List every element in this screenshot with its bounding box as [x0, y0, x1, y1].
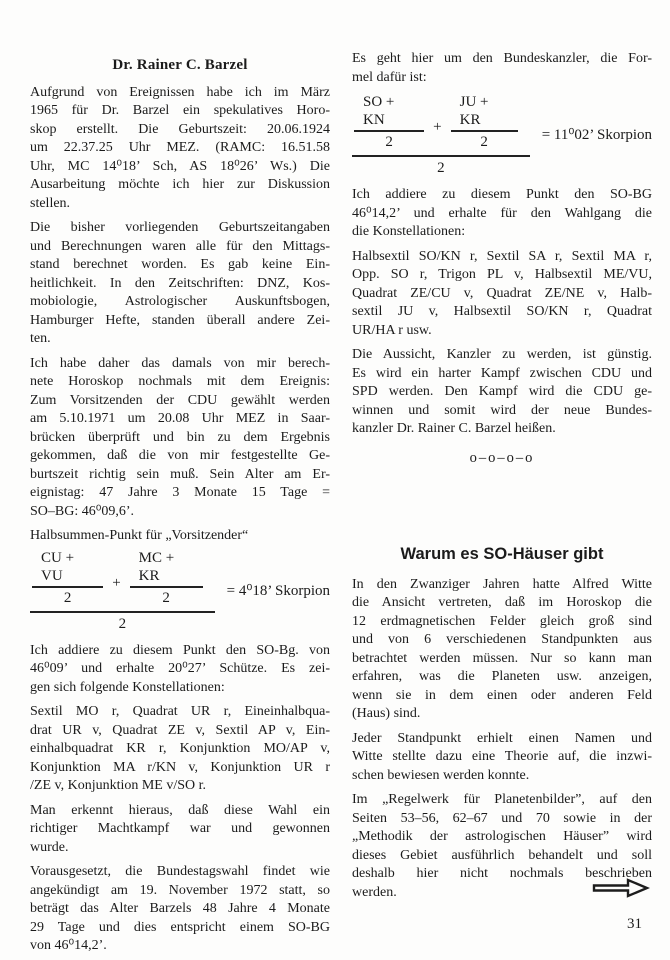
- kanzler-formula: [352, 93, 652, 177]
- halfsum-formula: [30, 549, 330, 633]
- text-line: drat UR v, Quadrat ZE v, Sextil AP v, Ein-: [30, 722, 330, 738]
- fraction-numerator: MC + KR: [130, 549, 203, 588]
- fraction-denominator: 2: [480, 134, 488, 150]
- right-column: [352, 50, 652, 908]
- paragraph: [352, 346, 652, 439]
- text-line: Halbsextil SO/KN r, Sextil SA r, Sextil MA r,: [352, 248, 652, 264]
- outer-denominator: 2: [437, 160, 445, 176]
- fraction-numerator: SO + KN: [354, 93, 424, 132]
- text-line: wenn sie in dem einen oder anderen Feld: [352, 687, 652, 703]
- paragraph: [352, 791, 652, 902]
- paragraph: [30, 703, 330, 796]
- page-number: 31: [627, 916, 642, 932]
- text-line: betrachtet werden müssen. Nur so kann man: [352, 650, 652, 666]
- text-line: und Berechnungen waren alle für den Mittags-: [30, 238, 330, 254]
- paragraph: [352, 730, 652, 786]
- text-line: dieses Gebiet ausführlich behandelt und soll: [352, 847, 652, 863]
- formula-big-fraction: [30, 549, 215, 633]
- paragraph: [352, 186, 652, 242]
- paragraph: [30, 863, 330, 956]
- text-line: Die bisher vorliegenden Geburtszeitangaben: [30, 220, 330, 235]
- text-line: die Ansicht vertreten, daß im Horoskop die: [352, 595, 652, 610]
- text-line: gen sich folgende Konstellationen:: [30, 679, 225, 695]
- text-line: Im „Regelwerk für Planetenbilder”, auf den: [352, 792, 652, 807]
- text-line: mobiologie, Astrologischer Auskunftsbogen,: [30, 294, 330, 309]
- fraction-denominator: 2: [162, 589, 170, 606]
- text-line: Es wird ein harter Kampf zwischen CDU und: [352, 365, 652, 381]
- text-line: SPD werden. Den Kampf wird die CDU ge-: [352, 384, 652, 399]
- text-line: einhalbquadrat KR r, Konjunktion MO/AP v,: [30, 741, 330, 756]
- text-line: Es geht hier um den Bundeskanzler, die For-: [352, 51, 652, 66]
- left-column: [30, 56, 330, 960]
- text-line: /ZE v, Konjunktion ME v/SO r.: [30, 778, 207, 793]
- paragraph: [30, 219, 330, 349]
- fraction-denominator: 2: [63, 589, 72, 606]
- halbsummen-label: Halbsummen-Punkt für „Vorsitzender“: [30, 528, 249, 543]
- section-separator: o–o–o–o: [469, 449, 535, 466]
- paragraph: [30, 355, 330, 522]
- text-line: werden.: [352, 884, 397, 900]
- text-line: brücken überprüft und bin zu dem Ergebnis: [30, 429, 330, 445]
- formula-fraction-1: [354, 93, 424, 151]
- fraction-numerator: JU + KR: [451, 93, 518, 132]
- text-line: SO–BG: 46⁰09,6’.: [30, 503, 135, 519]
- text-line: Zum Vorsitzenden der CDU gewählt werden: [30, 392, 330, 408]
- text-line: Man erkennt hieraus, daß diese Wahl ein: [30, 802, 330, 818]
- text-line: Jeder Standpunkt erhielt einen Namen und: [352, 730, 652, 746]
- text-line: deshalb hier nicht nochmals beschrieben: [352, 866, 652, 881]
- text-line: Uhr, MC 14⁰18’ Sch, AS 18⁰26’ Ws.) Die: [30, 158, 330, 174]
- text-line: wurde.: [30, 839, 69, 855]
- text-line: 1965 für Dr. Barzel ein spekulatives Horo-: [30, 103, 330, 118]
- text-line: burtszeit richtig sein muß. Sein Alter am Er-: [30, 466, 330, 482]
- plus-sign: +: [433, 119, 442, 135]
- text-line: 12 erdmagnetischen Felder gleich groß sind: [352, 613, 652, 629]
- text-line: angekündigt am 19. November 1972 statt, so: [30, 882, 330, 898]
- text-line: skop erstellt. Die Geburtszeit: 20.06.1924: [30, 121, 330, 137]
- text-line: „Methodik der astrologischen Häuser” wird: [352, 829, 652, 844]
- text-line: Ich addiere zu diesem Punkt den SO-Bg. von: [30, 642, 330, 658]
- text-line: Hamburger Hefte, standen überall andere Zei-: [30, 312, 330, 328]
- text-line: Die Aussicht, Kanzler zu werden, ist günstig.: [352, 347, 652, 362]
- paragraph: [30, 84, 330, 214]
- paragraph: [352, 248, 652, 341]
- text-line: mel dafür ist:: [352, 69, 427, 85]
- article-title: Dr. Rainer C. Barzel: [112, 57, 248, 73]
- plus-sign: +: [112, 574, 121, 591]
- paragraph: [352, 576, 652, 724]
- text-line: Konjunktion MA r/KN v, Konjunktion UR r: [30, 759, 330, 775]
- formula-numerator-row: [352, 93, 530, 157]
- text-line: am 5.10.1971 um 20.08 Uhr MEZ in Saar-: [30, 411, 330, 426]
- text-line: und von 6 verschiedenen Standpunkten aus: [352, 632, 652, 647]
- paragraph: [352, 50, 652, 87]
- text-line: heitlichkeit. In den Zeitschriften: DNZ, Kos-: [30, 275, 330, 291]
- text-line: gekommen, daß die von mir festgestellte Ge-: [30, 448, 330, 463]
- formula-result: = 4⁰18’ Skorpion: [226, 582, 330, 599]
- text-line: Witte stellte dazu eine Theorie auf, die inzwi-: [352, 749, 652, 764]
- fraction-denominator: 2: [385, 134, 393, 150]
- text-line: beträgt das Alter Barzels 48 Jahre 4 Monate: [30, 901, 330, 916]
- text-line: Ich habe daher das damals von mir berech-: [30, 355, 330, 371]
- text-line: Vorausgesetzt, die Bundestagswahl findet wie: [30, 864, 330, 879]
- text-line: 46⁰09’ und erhalte 20⁰27’ Schütze. Es zei-: [30, 661, 330, 676]
- text-line: Quadrat ZE/CU v, Quadrat ZE/NE v, Halb-: [352, 285, 652, 301]
- text-line: sextil JU v, Halbsextil SO/KN r, Quadrat: [352, 304, 652, 319]
- outer-denominator: 2: [118, 615, 127, 632]
- text-line: erfahren, was die Planeten usw. anzeigen,: [352, 669, 652, 684]
- text-line: Aufgrund von Ereignissen habe ich im März: [30, 84, 330, 100]
- text-line: nete Horoskop nochmals mit dem Ereignis:: [30, 374, 330, 389]
- text-line: eignistag: 47 Jahre 3 Monate 15 Tage =: [30, 485, 330, 500]
- text-line: 29 Tage und dies entspricht einem SO-BG: [30, 919, 330, 935]
- fraction-numerator: CU + VU: [32, 549, 103, 588]
- text-line: die Konstellationen:: [352, 224, 466, 239]
- text-line: winnen und somit wird der neue Bundes-: [352, 402, 652, 418]
- paragraph: [30, 802, 330, 858]
- text-line: um 22.37.25 Uhr MEZ. (RAMC: 16.51.58: [30, 140, 330, 155]
- text-line: Ausarbeitung möchte ich hier zur Diskussion: [30, 177, 330, 192]
- formula-numerator-row: [30, 549, 215, 613]
- text-line: stand berechnet worden. Es gab keine Ein-: [30, 257, 330, 272]
- formula-fraction-1: [32, 549, 103, 607]
- text-line: Ich addiere zu diesem Punkt den SO-BG: [352, 187, 652, 202]
- text-line: Seiten 53–56, 62–67 und 70 sowie in der: [352, 810, 652, 826]
- formula-result: = 11⁰02’ Skorpion: [541, 127, 652, 143]
- text-line: ten.: [30, 331, 51, 346]
- text-line: 46⁰14,2’ und erhalte für den Wahlgang die: [352, 205, 652, 221]
- text-line: Opp. SO r, Trigon PL v, Halbsextil ME/VU,: [352, 267, 652, 282]
- text-line: UR/HA r usw.: [352, 322, 432, 338]
- formula-fraction-2: [451, 93, 518, 151]
- formula-fraction-2: [130, 549, 203, 607]
- text-line: kanzler Dr. Rainer C. Barzel heißen.: [352, 421, 556, 436]
- text-line: stellen.: [30, 195, 71, 211]
- text-line: In den Zwanziger Jahren hatte Alfred Witte: [352, 576, 652, 592]
- text-line: Sextil MO r, Quadrat UR r, Eineinhalbqua-: [30, 704, 330, 719]
- continue-right-arrow-icon: [592, 877, 650, 899]
- text-line: (Haus) sind.: [352, 706, 421, 721]
- paragraph: [30, 642, 330, 698]
- text-line: schen bewiesen werden konnte.: [352, 767, 530, 783]
- text-line: von 46⁰14,2’.: [30, 938, 107, 953]
- text-line: richtiger Machtkampf war und gewonnen: [30, 821, 330, 836]
- formula-big-fraction: [352, 93, 530, 177]
- section-title: Warum es SO-Häuser gibt: [400, 545, 604, 563]
